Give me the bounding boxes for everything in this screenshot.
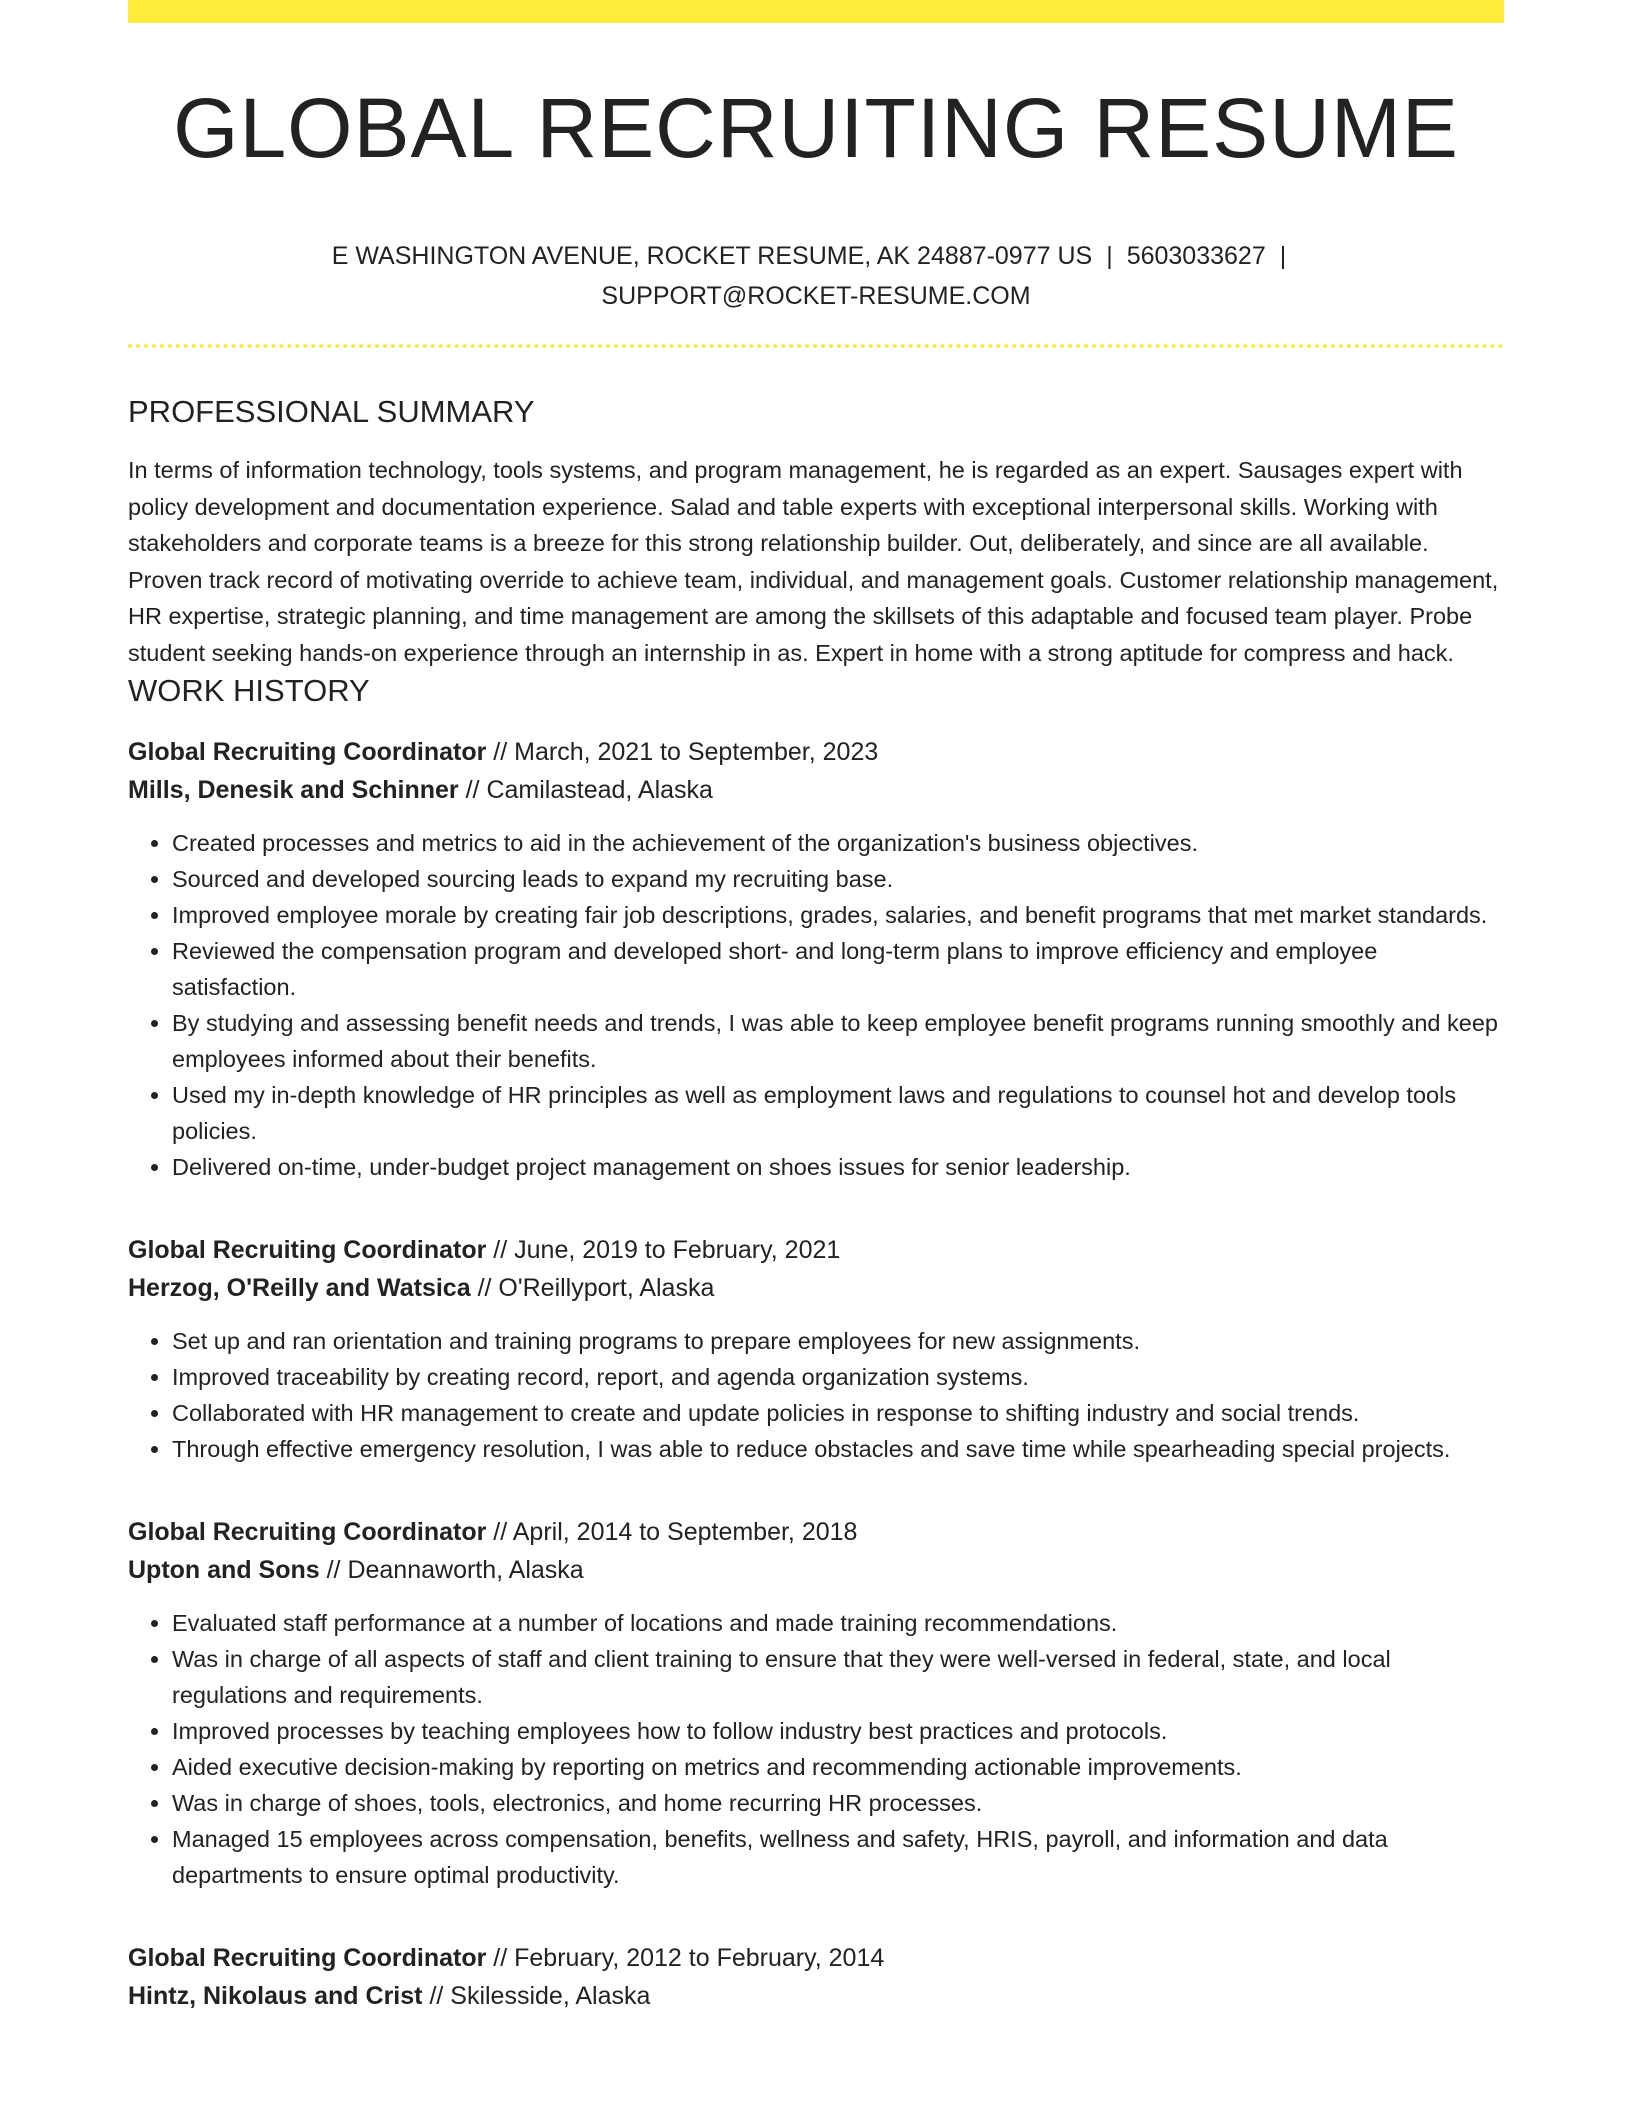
job-location: // Skilesside, Alaska: [429, 1982, 651, 2010]
dotted-divider: [128, 344, 1504, 348]
resume-title: GLOBAL RECRUITING RESUME: [173, 81, 1459, 175]
job-title: Global Recruiting Coordinator: [128, 738, 487, 766]
job-bullet: • Delivered on-time, under-budget project management on shoes issues for senior leadership.: [172, 1149, 1504, 1185]
job-bullet: • Through effective emergency resolution, I was able to reduce obstacles and save time while spearheading special projects.: [172, 1431, 1504, 1467]
job-bullet: • Improved traceability by creating record, report, and agenda organization systems.: [172, 1359, 1504, 1395]
job-entry: [128, 1939, 1504, 2015]
work-history-list: [128, 733, 1504, 2015]
job-location: // Camilastead, Alaska: [465, 776, 713, 804]
section-heading-work-history: WORK HISTORY: [128, 673, 370, 708]
job-company: Hintz, Nikolaus and Crist: [128, 1982, 423, 2010]
job-location: // O'Reillyport, Alaska: [477, 1274, 715, 1302]
job-bullet-list: [128, 1323, 1504, 1467]
resume-content: [128, 392, 1504, 2015]
job-dates: // February, 2012 to February, 2014: [493, 1944, 885, 1972]
job-dates: // June, 2019 to February, 2021: [493, 1236, 841, 1264]
job-bullet: • Managed 15 employees across compensation, benefits, wellness and safety, HRIS, payroll, and information and data departments to ensure optimal productivity.: [172, 1821, 1504, 1893]
job-company: Mills, Denesik and Schinner: [128, 776, 459, 804]
job-bullet: • Evaluated staff performance at a number of locations and made training recommendations.: [172, 1605, 1504, 1641]
job-title-line: [128, 733, 1504, 771]
job-company: Upton and Sons: [128, 1556, 320, 1584]
accent-bar: [128, 0, 1504, 23]
job-bullet: • Used my in-depth knowledge of HR principles as well as employment laws and regulations to counsel hot and develop tools policies.: [172, 1077, 1504, 1149]
section-heading-summary: PROFESSIONAL SUMMARY: [128, 394, 535, 429]
job-company: Herzog, O'Reilly and Watsica: [128, 1274, 471, 1302]
job-bullet: • Was in charge of shoes, tools, electronics, and home recurring HR processes.: [172, 1785, 1504, 1821]
job-entry: [128, 733, 1504, 1185]
contact-separator: |: [1279, 242, 1287, 270]
job-bullet: • Created processes and metrics to aid in the achievement of the organization's business objectives.: [172, 825, 1504, 861]
job-dates: // March, 2021 to September, 2023: [493, 738, 879, 766]
job-title: Global Recruiting Coordinator: [128, 1944, 487, 1972]
job-title-line: [128, 1939, 1504, 1977]
job-title-line: [128, 1231, 1504, 1269]
job-title: Global Recruiting Coordinator: [128, 1518, 487, 1546]
job-bullet: • By studying and assessing benefit needs and trends, I was able to keep employee benefit programs running smoothly and keep employees informed about their benefits.: [172, 1005, 1504, 1077]
job-bullet-list: [128, 1605, 1504, 1893]
job-bullet: • Reviewed the compensation program and developed short- and long-term plans to improve efficiency and employee satisfaction.: [172, 933, 1504, 1005]
job-bullet: • Was in charge of all aspects of staff and client training to ensure that they were well-versed in federal, state, and local regulations and requirements.: [172, 1641, 1504, 1713]
job-dates: // April, 2014 to September, 2018: [493, 1518, 858, 1546]
job-bullet: • Aided executive decision-making by reporting on metrics and recommending actionable improvements.: [172, 1749, 1504, 1785]
job-company-line: [128, 771, 1504, 809]
job-bullet: • Improved employee morale by creating fair job descriptions, grades, salaries, and benefit programs that met market standards.: [172, 897, 1504, 933]
contact-phone: 5603033627: [1126, 242, 1266, 270]
contact-info: [128, 236, 1504, 316]
job-bullet: • Set up and ran orientation and training programs to prepare employees for new assignments.: [172, 1323, 1504, 1359]
job-bullet-list: [128, 825, 1504, 1185]
job-entry: [128, 1513, 1504, 1893]
job-company-line: [128, 1269, 1504, 1307]
job-bullet: • Collaborated with HR management to create and update policies in response to shifting industry and social trends.: [172, 1395, 1504, 1431]
job-title-line: [128, 1513, 1504, 1551]
summary-text: In terms of information technology, tools systems, and program management, he is regarded as an expert. Sausages expert with policy development and documentation experience. Salad and table experts with exceptional interpersonal skills. Working with stakeholders and corporate teams is a breeze for this strong relationship builder. Out, deliberately, and since are all available. Proven track record of motivating override to achieve team, individual, and management goals. Customer relationship management, HR expertise, strategic planning, and time management are among the skillsets of this adaptable and focused team player. Probe student seeking hands-on experience through an internship in as. Expert in home with a strong aptitude for compress and hack.: [128, 457, 1499, 666]
contact-email[interactable]: SUPPORT@ROCKET-RESUME.COM: [601, 282, 1031, 310]
job-company-line: [128, 1977, 1504, 2015]
job-location: // Deannaworth, Alaska: [326, 1556, 584, 1584]
contact-address: E WASHINGTON AVENUE, ROCKET RESUME, AK 24887-0977 US: [331, 242, 1093, 270]
job-bullet: • Sourced and developed sourcing leads to expand my recruiting base.: [172, 861, 1504, 897]
job-title: Global Recruiting Coordinator: [128, 1236, 487, 1264]
job-entry: [128, 1231, 1504, 1467]
contact-separator: |: [1106, 242, 1113, 270]
job-bullet: • Improved processes by teaching employees how to follow industry best practices and protocols.: [172, 1713, 1504, 1749]
job-company-line: [128, 1551, 1504, 1589]
